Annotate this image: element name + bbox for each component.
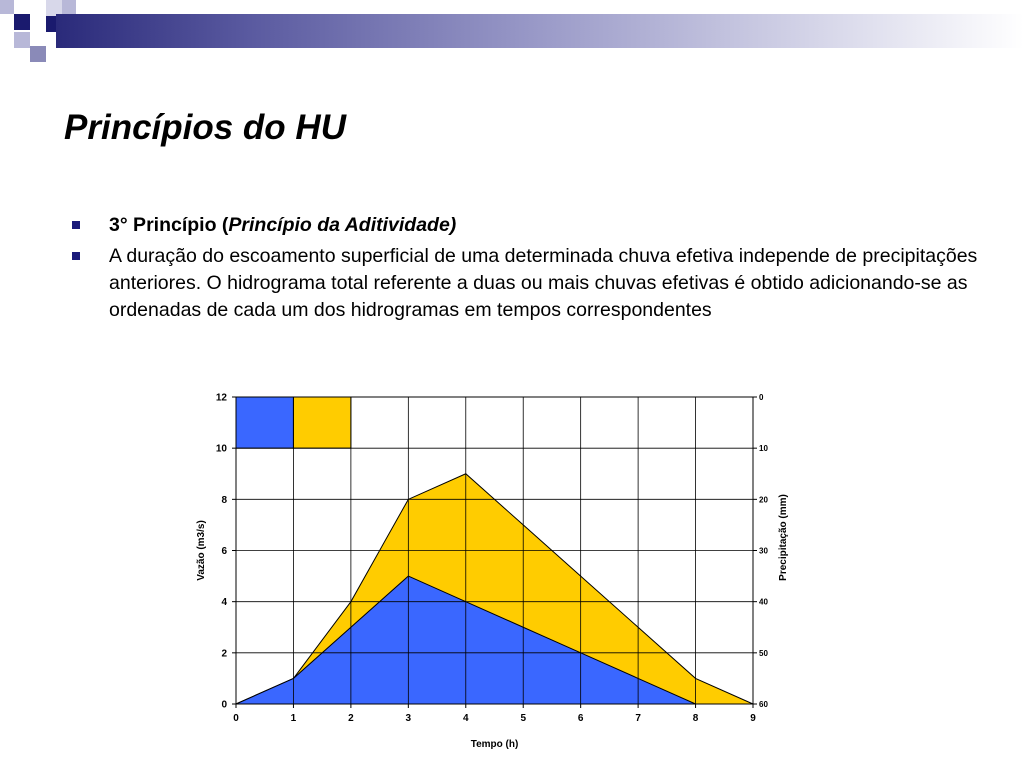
- bullet-item-description: [72, 243, 1002, 324]
- y-tick-label-4: 4: [221, 597, 227, 609]
- principle-name: Princípio da Aditividade): [228, 214, 457, 236]
- y2-tick-label-30: 30: [759, 546, 768, 556]
- rain-bar-2: [293, 397, 350, 448]
- x-tick-label-1: 1: [290, 713, 297, 724]
- x-tick-label-6: 6: [577, 713, 584, 724]
- y-tick-label-6: 6: [221, 546, 227, 557]
- x-tick-label-4: 4: [462, 713, 469, 724]
- y2-tick-label-60: 60: [759, 700, 768, 709]
- y2-tick-label-10: 10: [759, 444, 768, 454]
- y-tick-label-10: 10: [215, 443, 227, 455]
- x-tick-label-0: 0: [233, 713, 239, 724]
- header-gradient-bar: [56, 14, 1024, 48]
- y2-tick-label-0: 0: [759, 393, 764, 402]
- square-bullet-icon: [72, 252, 80, 260]
- x-tick-label-3: 3: [405, 713, 412, 724]
- y-tick-label-12: 12: [215, 392, 227, 404]
- y2-tick-label-20: 20: [759, 495, 768, 505]
- y2-tick-label-40: 40: [759, 597, 768, 607]
- y-axis-title: Vazão (m3/s): [196, 520, 207, 581]
- bullet-list: [72, 212, 1002, 328]
- y-tick-label-2: 2: [221, 648, 227, 660]
- rain-bar-1: [236, 397, 293, 448]
- x-tick-label-9: 9: [750, 713, 756, 724]
- x-tick-label-2: 2: [348, 713, 354, 724]
- description-text: A duração do escoamento superficial de uma determinada chuva efetiva independe de precipitações anteriores. O hidrograma total referente a duas ou mais chuvas efetivas é obtido adicionando-se as ordenadas de cada um dos hidrogramas em tempos correspondentes: [109, 245, 978, 321]
- bullet-item-principle: [72, 212, 1002, 239]
- x-axis-title: Tempo (h): [470, 739, 519, 750]
- x-tick-label-5: 5: [520, 713, 527, 724]
- square-bullet-icon: [72, 221, 80, 229]
- slide-title: Princípios do HU: [64, 108, 346, 147]
- y-tick-label-0: 0: [221, 699, 227, 711]
- principle-label: 3° Princípio (: [109, 214, 229, 236]
- y2-axis-title: Precipitação (mm): [778, 494, 789, 581]
- x-tick-label-7: 7: [635, 713, 641, 724]
- y2-tick-label-50: 50: [759, 648, 768, 658]
- hydrograph-chart: [180, 383, 820, 763]
- y-tick-label-8: 8: [221, 494, 227, 506]
- x-tick-label-8: 8: [692, 713, 699, 724]
